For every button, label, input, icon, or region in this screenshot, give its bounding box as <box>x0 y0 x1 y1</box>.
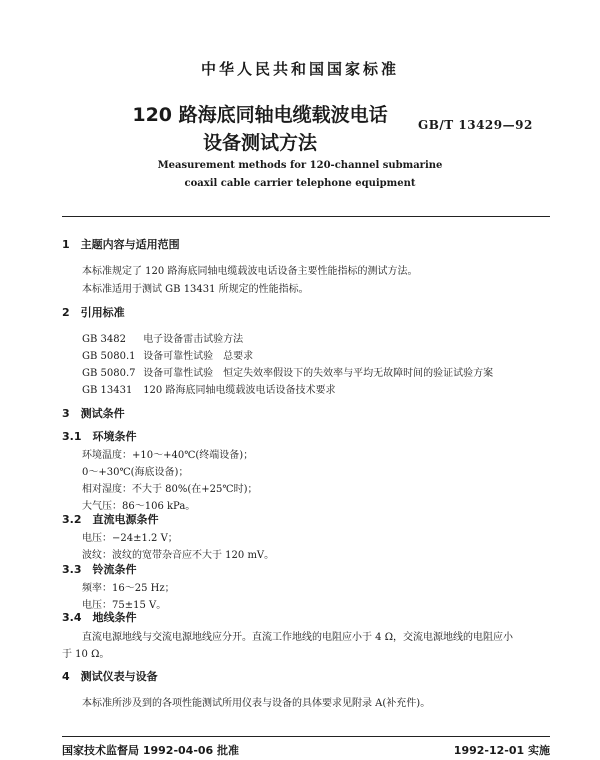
env-condition-line: 相对湿度：不大于 80%(在+25℃时)； <box>82 484 258 495</box>
ringing-line: 电压：75±15 V。 <box>82 600 167 611</box>
section-1-para-1: 本标准规定了 120 路海底同轴电缆载波电话设备主要性能指标的测试方法。 <box>82 266 418 277</box>
section-2-heading: 2 引用标准 <box>62 306 125 319</box>
document-title-line1: 120 路海底同轴电缆载波电话 <box>132 104 388 126</box>
english-title-line1: Measurement methods for 120-channel submarine <box>157 160 443 171</box>
reference-code: GB 13431 <box>82 385 133 396</box>
reference-item <box>82 347 253 362</box>
reference-title: 电子设备雷击试验方法 <box>143 334 244 345</box>
issuing-authority: 中华人民共和国国家标准 <box>200 60 399 78</box>
ground-condition-line-1: 直流电源地线与交流电源地线应分开。直流工作地线的电阻应小于 4 Ω，交流电源地线的电阻应小 <box>82 632 514 643</box>
reference-title: 120 路海底同轴电缆载波电话设备技术要求 <box>143 385 336 396</box>
section-3-heading: 3 测试条件 <box>62 407 125 420</box>
document-title-line2: 设备测试方法 <box>202 132 317 154</box>
reference-code: GB 3482 <box>82 334 126 345</box>
footer-divider <box>62 736 550 737</box>
section-1-para-2: 本标准适用于测试 GB 13431 所规定的性能指标。 <box>82 284 309 295</box>
dc-power-line: 电压：−24±1.2 V； <box>82 533 178 544</box>
dc-power-line: 波纹：波纹的宽带杂音应不大于 120 mV。 <box>82 550 275 561</box>
english-title-line2: coaxil cable carrier telephone equipment <box>184 178 416 189</box>
subsection-3-1-heading: 3.1 环境条件 <box>62 430 137 443</box>
reference-title: 设备可靠性试验 总要求 <box>143 351 254 362</box>
subsection-3-4-heading: 3.4 地线条件 <box>62 611 137 624</box>
header-divider <box>62 216 550 217</box>
section-4-para: 本标准所涉及到的各项性能测试所用仪表与设备的具体要求见附录 A(补充件)。 <box>82 698 431 709</box>
reference-code: GB 5080.7 <box>82 368 136 379</box>
subsection-3-3-heading: 3.3 铃流条件 <box>62 563 137 576</box>
approval-date: 国家技术监督局 1992-04-06 批准 <box>62 744 240 757</box>
reference-item <box>82 330 243 345</box>
effective-date: 1992-12-01 实施 <box>453 744 550 757</box>
ground-condition-line-2: 于 10 Ω。 <box>62 649 110 660</box>
env-condition-line: 大气压：86～106 kPa。 <box>82 501 196 512</box>
reference-title: 设备可靠性试验 恒定失效率假设下的失效率与平均无故障时间的验证试验方案 <box>143 368 494 379</box>
ringing-line: 频率：16～25 Hz； <box>82 583 175 594</box>
reference-code: GB 5080.1 <box>82 351 136 362</box>
reference-item <box>82 364 493 379</box>
section-1-heading: 1 主题内容与适用范围 <box>62 238 180 251</box>
reference-item <box>82 381 335 396</box>
env-condition-line: 0～+30℃(海底设备)； <box>82 467 189 478</box>
subsection-3-2-heading: 3.2 直流电源条件 <box>62 513 159 526</box>
section-4-heading: 4 测试仪表与设备 <box>62 670 158 683</box>
env-condition-line: 环境温度：+10～+40℃(终端设备)； <box>82 450 254 461</box>
standard-number: GB/T 13429—92 <box>418 118 533 132</box>
